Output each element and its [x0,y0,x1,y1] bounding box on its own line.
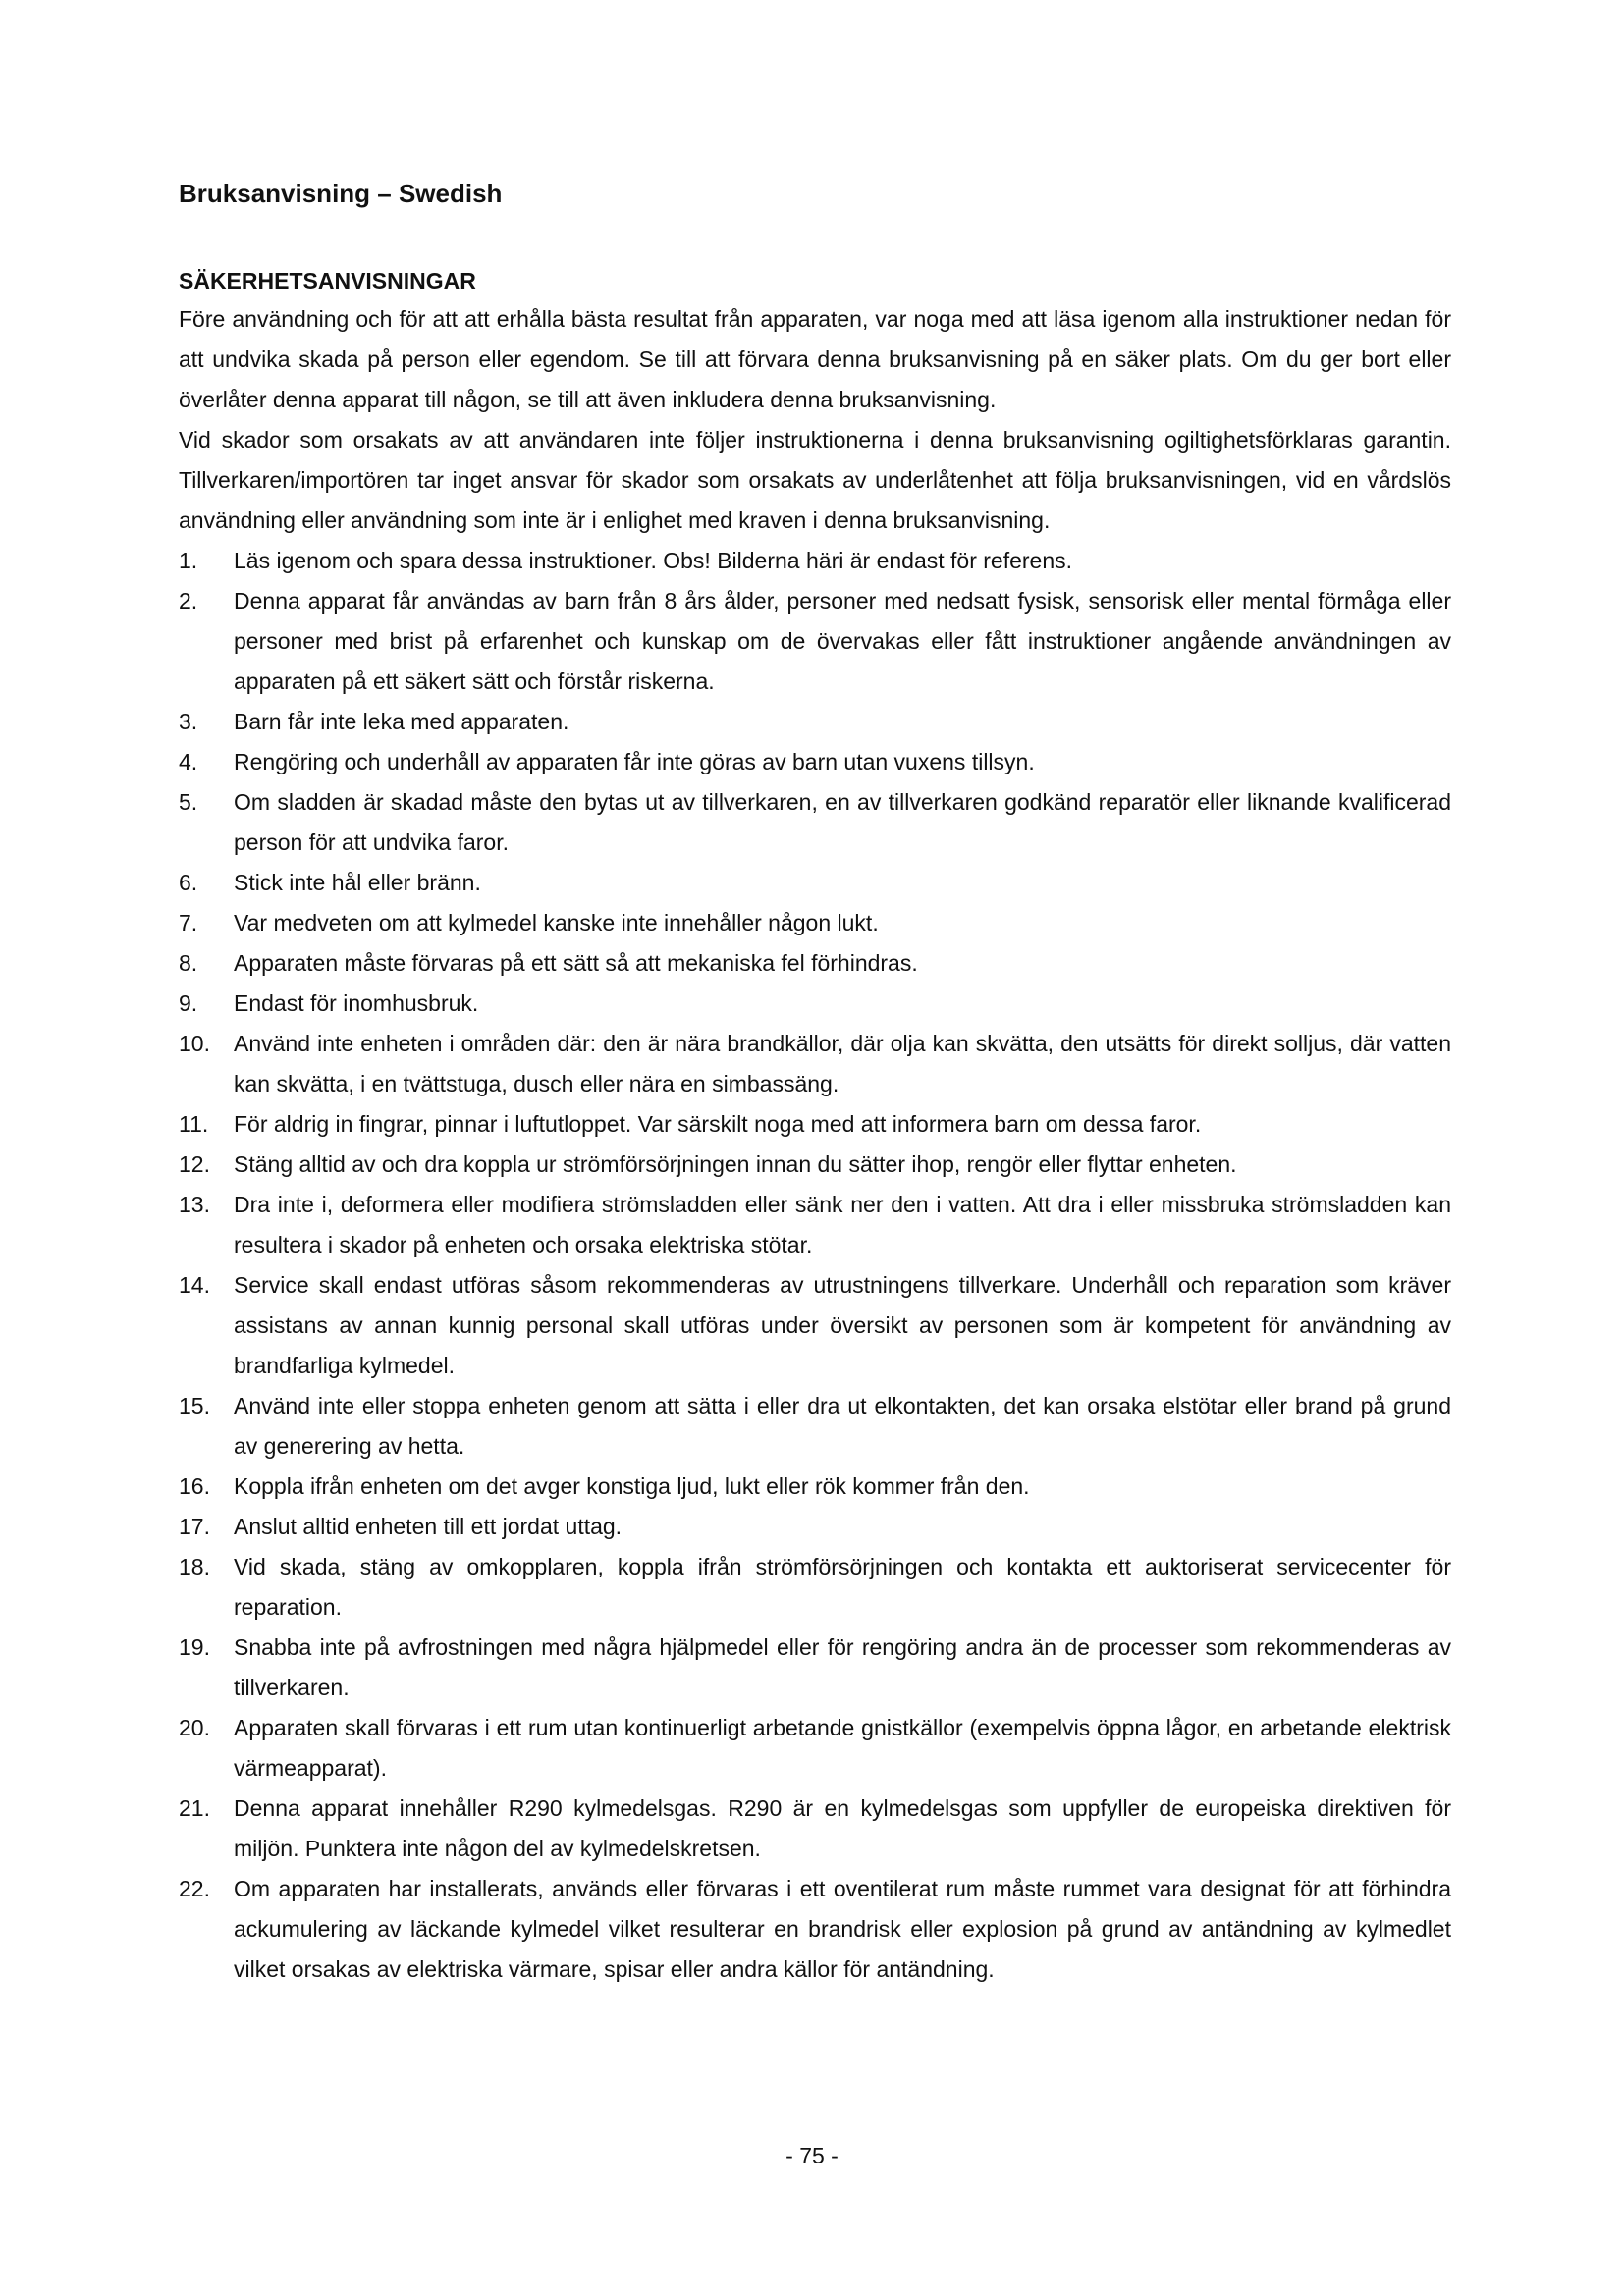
list-item [179,1507,1451,1547]
list-item [179,1024,1451,1104]
list-item [179,1386,1451,1467]
item-number: 16. [179,1473,210,1499]
item-text: Vid skada, stäng av omkopplaren, koppla ifrån strömförsörjningen och kontakta ett auktoriserat servicecenter för reparation. [234,1554,1451,1620]
item-text: Stäng alltid av och dra koppla ur strömförsörjningen innan du sätter ihop, rengör eller flyttar enheten. [234,1151,1237,1177]
item-number: 19. [179,1634,210,1660]
item-number: 1. [179,548,198,573]
item-number: 13. [179,1192,210,1217]
item-text: För aldrig in fingrar, pinnar i luftutloppet. Var särskilt noga med att informera barn om dessa faror. [234,1111,1202,1137]
item-number: 21. [179,1795,210,1821]
item-number: 15. [179,1393,210,1418]
list-item [179,1467,1451,1507]
item-text: Denna apparat innehåller R290 kylmedelsgas. R290 är en kylmedelsgas som uppfyller de europeiska direktiven för miljön. Punktera inte någon del av kylmedelskretsen. [234,1795,1451,1861]
item-number: 12. [179,1151,210,1177]
list-item [179,1185,1451,1265]
item-number: 17. [179,1514,210,1539]
document-body [179,262,1451,1990]
list-item [179,702,1451,742]
list-item [179,1104,1451,1145]
list-item [179,581,1451,702]
item-number: 2. [179,588,198,614]
item-number: 20. [179,1715,210,1740]
list-item [179,1265,1451,1386]
list-item [179,863,1451,903]
item-text: Service skall endast utföras såsom rekommenderas av utrustningens tillverkare. Underhåll och reparation som kräver assistans av annan kunnig personal skall utföras under översikt av personen som är kompetent för användning av brandfarliga kylmedel. [234,1272,1451,1378]
item-text: Dra inte i, deformera eller modifiera strömsladden eller sänk ner den i vatten. Att dra i eller missbruka strömsladden kan resultera i skador på enheten och orsaka elektriska stötar. [234,1192,1451,1257]
item-text: Anslut alltid enheten till ett jordat uttag. [234,1514,623,1539]
item-text: Apparaten skall förvaras i ett rum utan kontinuerligt arbetande gnistkällor (exempelvis öppna lågor, en arbetande elektrisk värmeapparat). [234,1715,1451,1781]
item-number: 7. [179,910,198,935]
item-number: 14. [179,1272,210,1298]
item-text: Använd inte eller stoppa enheten genom att sätta i eller dra ut elkontakten, det kan orsaka elstötar eller brand på grund av generering av hetta. [234,1393,1451,1459]
safety-instruction-list [179,541,1451,1990]
item-text: Stick inte hål eller bränn. [234,870,481,895]
item-text: Koppla ifrån enheten om det avger konstiga ljud, lukt eller rök kommer från den. [234,1473,1030,1499]
list-item [179,782,1451,863]
item-text: Rengöring och underhåll av apparaten får inte göras av barn utan vuxens tillsyn. [234,749,1035,774]
list-item [179,1708,1451,1789]
item-text: Om sladden är skadad måste den bytas ut av tillverkaren, en av tillverkaren godkänd reparatör eller liknande kvalificerad person för att undvika faror. [234,789,1451,855]
list-item [179,1869,1451,1990]
item-text: Använd inte enheten i områden där: den är nära brandkällor, där olja kan skvätta, den utsätts för direkt solljus, där vatten kan skvätta, i en tvättstuga, dusch eller nära en simbassäng. [234,1031,1451,1096]
item-number: 18. [179,1554,210,1579]
item-number: 8. [179,950,198,976]
item-text: Om apparaten har installerats, används eller förvaras i ett oventilerat rum måste rummet vara designat för att förhindra ackumulering av läckande kylmedel vilket resulterar en brandrisk eller explosion på grund av antändning av kylmedlet vilket orsakas av elektriska värmare, spisar eller andra källor för antändning. [234,1876,1451,1982]
item-text: Denna apparat får användas av barn från 8 års ålder, personer med nedsatt fysisk, sensorisk eller mental förmåga eller personer med brist på erfarenhet och kunskap om de övervakas eller fått instruktioner angående användningen av apparaten på ett säkert sätt och förstår riskerna. [234,588,1451,694]
list-item [179,1789,1451,1869]
item-number: 11. [179,1111,209,1137]
item-text: Var medveten om att kylmedel kanske inte innehåller någon lukt. [234,910,879,935]
item-number: 6. [179,870,198,895]
item-text: Barn får inte leka med apparaten. [234,709,569,734]
section-heading: SÄKERHETSANVISNINGAR [179,268,476,294]
list-item [179,541,1451,581]
item-number: 9. [179,990,198,1016]
list-item [179,1145,1451,1185]
page-number: - 75 - [785,2143,839,2168]
intro-paragraph: Före användning och för att att erhålla bästa resultat från apparaten, var noga med att läsa igenom alla instruktioner nedan för att undvika skada på person eller egendom. Se till att förvara denna bruksanvisning på en säker plats. Om du ger bort eller överlåter denna apparat till någon, se till att även inkludera denna bruksanvisning. [179,306,1451,412]
list-item [179,1547,1451,1628]
list-item [179,1628,1451,1708]
item-text: Läs igenom och spara dessa instruktioner. Obs! Bilderna häri är endast för referens. [234,548,1073,573]
list-item [179,984,1451,1024]
list-item [179,903,1451,943]
item-text: Snabba inte på avfrostningen med några hjälpmedel eller för rengöring andra än de processer som rekommenderas av tillverkaren. [234,1634,1451,1700]
item-text: Apparaten måste förvaras på ett sätt så att mekaniska fel förhindras. [234,950,918,976]
warranty-paragraph: Vid skador som orsakats av att användaren inte följer instruktionerna i denna bruksanvisning ogiltighetsförklaras garantin. Tillverkaren/importören tar inget ansvar för skador som orsakats av underlåtenhet att följa bruksanvisningen, vid en vårdslös användning eller användning som inte är i enlighet med kraven i denna bruksanvisning. [179,427,1451,533]
item-number: 4. [179,749,198,774]
document-title: Bruksanvisning – Swedish [179,179,503,208]
item-number: 5. [179,789,198,815]
item-text: Endast för inomhusbruk. [234,990,479,1016]
list-item [179,943,1451,984]
list-item [179,742,1451,782]
item-number: 3. [179,709,198,734]
item-number: 10. [179,1031,210,1056]
item-number: 22. [179,1876,210,1901]
